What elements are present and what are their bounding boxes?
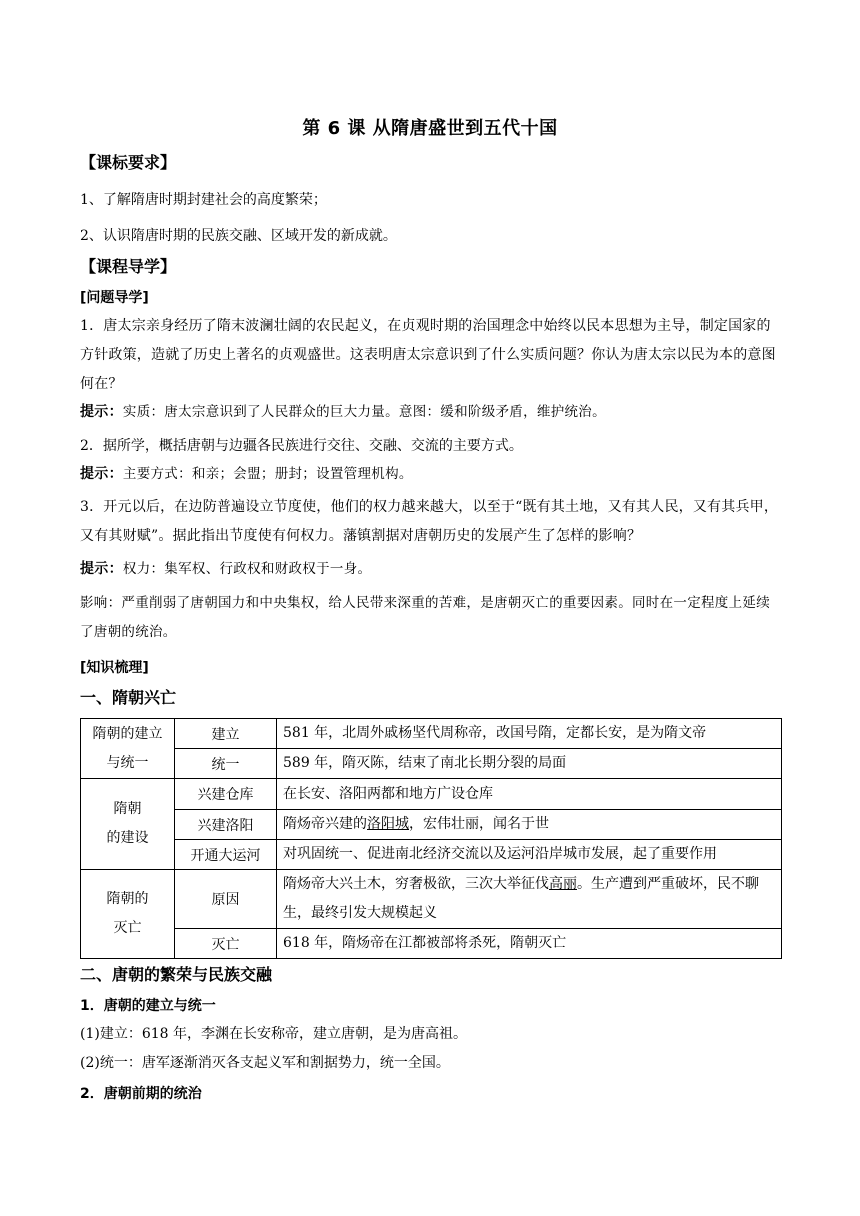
hint-3 bbox=[80, 555, 780, 584]
sui-dynasty-table bbox=[80, 718, 782, 959]
hint-1-text: 实质：唐太宗意识到了人民群众的巨大力量。意图：缓和阶级矛盾，维护统治。 bbox=[122, 404, 606, 420]
requirements-heading: 【课标要求】 bbox=[80, 153, 177, 172]
question-guide-label: [问题导学] bbox=[80, 290, 149, 306]
guide-heading: 【课程导学】 bbox=[80, 257, 177, 276]
hint-label: 提示： bbox=[80, 561, 123, 577]
subsection-heading: 2．唐朝前期的统治 bbox=[80, 1086, 202, 1102]
group-cell bbox=[81, 870, 175, 959]
hint-3-effect: 影响：严重削弱了唐朝国力和中央集权，给人民带来深重的苦难，是唐朝灭亡的重要因素。同时在一定程度上延续了唐朝的统治。 bbox=[80, 595, 770, 640]
value-cell: 589 年，隋灭陈，结束了南北长期分裂的局面 bbox=[277, 749, 782, 779]
lesson-title: 第 6 课 从隋唐盛世到五代十国 bbox=[302, 118, 558, 139]
value-text: 。生产遭到严重破坏，民不聊生，最终引发大规模起义 bbox=[283, 876, 759, 921]
paragraph: (2)统一：唐军逐渐消灭各支起义军和割据势力，统一全国。 bbox=[80, 1055, 450, 1071]
key-cell: 开通大运河 bbox=[175, 840, 277, 870]
underlined-term: 洛阳城 bbox=[367, 816, 409, 832]
group-cell: 隋朝的建立与统一 bbox=[81, 719, 175, 779]
underlined-term: 高丽 bbox=[549, 876, 577, 892]
question-2: 2．据所学，概括唐朝与边疆各民族进行交往、交融、交流的主要方式。 bbox=[80, 438, 523, 454]
table-row bbox=[81, 929, 782, 959]
hint-1 bbox=[80, 398, 780, 427]
section-2-heading: 二、唐朝的繁荣与民族交融 bbox=[80, 965, 273, 984]
value-text: ，宏伟壮丽，闻名于世 bbox=[409, 816, 549, 832]
key-cell: 灭亡 bbox=[175, 929, 277, 959]
requirement-item: 1、了解隋唐时期封建社会的高度繁荣； bbox=[80, 192, 327, 208]
value-cell: 对巩固统一、促进南北经济交流以及运河沿岸城市发展，起了重要作用 bbox=[277, 840, 782, 870]
table-row bbox=[81, 749, 782, 779]
question-3: 3．开元以后，在边防普遍设立节度使，他们的权力越来越大，以至于“既有其土地，又有其人民，又有其兵甲，又有其财赋”。据此指出节度使有何权力。藩镇割据对唐朝历史的发展产生了怎样的影响？ bbox=[80, 499, 779, 544]
knowledge-label: [知识梳理] bbox=[80, 660, 149, 676]
key-cell: 原因 bbox=[175, 870, 277, 929]
group-cell-line: 的建设 bbox=[106, 830, 149, 846]
section-1-heading: 一、隋朝兴亡 bbox=[80, 688, 177, 707]
value-cell: 在长安、洛阳两都和地方广设仓库 bbox=[277, 779, 782, 810]
group-cell bbox=[81, 779, 175, 870]
hint-3-text: 权力：集军权、行政权和财政权于一身。 bbox=[122, 561, 372, 577]
value-text: 隋炀帝大兴土木，穷奢极欲，三次大举征伐 bbox=[283, 876, 549, 892]
value-cell: 581 年，北周外戚杨坚代周称帝，改国号隋，定都长安，是为隋文帝 bbox=[277, 719, 782, 749]
key-cell: 建立 bbox=[175, 719, 277, 749]
group-cell-line: 隋朝 bbox=[113, 801, 142, 817]
question-1: 1．唐太宗亲身经历了隋末波澜壮阔的农民起义，在贞观时期的治国理念中始终以民本思想为主导，制定国家的方针政策，造就了历史上著名的贞观盛世。这表明唐太宗意识到了什么实质问题？你认为唐太宗以民为本的意图何在？ bbox=[80, 318, 776, 392]
key-cell: 统一 bbox=[175, 749, 277, 779]
group-cell-line: 灭亡 bbox=[113, 920, 142, 936]
hint-2-text: 主要方式：和亲；会盟；册封；设置管理机构。 bbox=[122, 466, 413, 482]
key-cell: 兴建洛阳 bbox=[175, 810, 277, 840]
group-cell-line: 隋朝的 bbox=[106, 891, 149, 907]
subsection-heading: 1．唐朝的建立与统一 bbox=[80, 998, 216, 1014]
paragraph: (1)建立：618 年，李渊在长安称帝，建立唐朝，是为唐高祖。 bbox=[80, 1026, 468, 1042]
table-row bbox=[81, 719, 782, 749]
table-row bbox=[81, 840, 782, 870]
table-row bbox=[81, 810, 782, 840]
value-text: 隋炀帝兴建的 bbox=[283, 816, 367, 832]
hint-2 bbox=[80, 460, 780, 489]
value-cell bbox=[277, 810, 782, 840]
key-cell: 兴建仓库 bbox=[175, 779, 277, 810]
hint-label: 提示： bbox=[80, 404, 123, 420]
value-cell bbox=[277, 870, 782, 929]
requirement-item: 2、认识隋唐时期的民族交融、区域开发的新成就。 bbox=[80, 228, 397, 244]
hint-label: 提示： bbox=[80, 466, 123, 482]
value-cell: 618 年，隋炀帝在江都被部将杀死，隋朝灭亡 bbox=[277, 929, 782, 959]
table-row bbox=[81, 779, 782, 810]
table-row bbox=[81, 870, 782, 929]
